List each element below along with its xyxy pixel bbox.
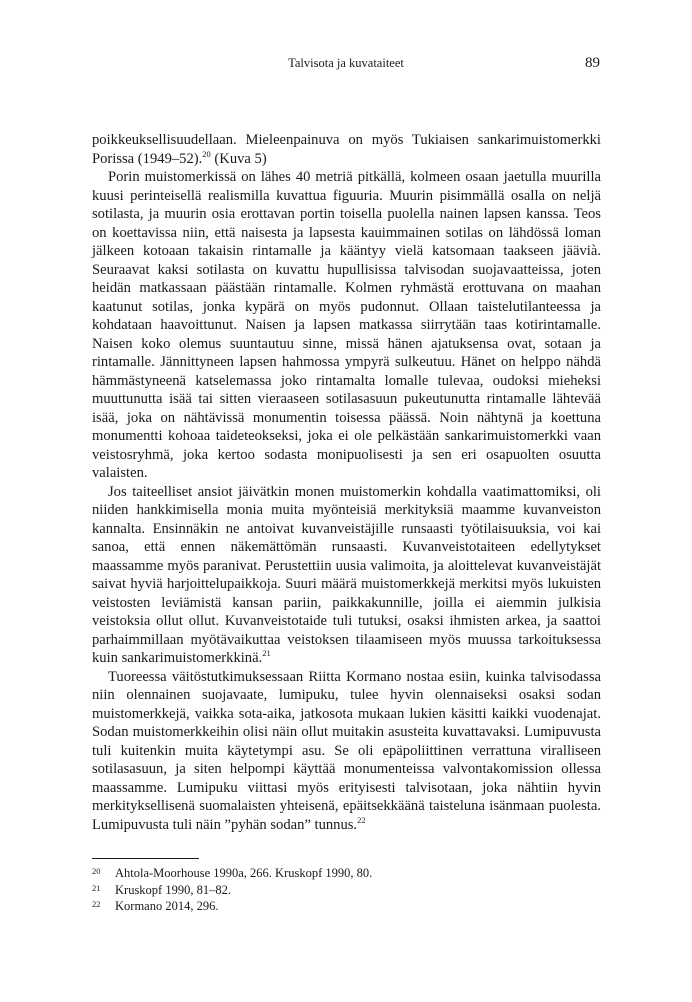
footnotes bbox=[92, 865, 601, 915]
paragraph-tail: (Kuva 5) bbox=[210, 150, 267, 167]
footnote-text: Kruskopf 1990, 81–82. bbox=[115, 882, 231, 897]
footnote-ref[interactable]: 21 bbox=[262, 648, 271, 658]
paragraph-text: Porin muistomerkissä on lähes 40 metriä pitkällä, kolmeen osaan jaetulla muurilla kuusi perinteisellä realismilla kuvattua figuuria. Muurin pisimmällä osalla on neljä sotilasta, ja muurin osia erottavan portin toisella puolella nainen lapsen kanssa. Teos on koettavissa niin, että naisesta ja lapsesta kauimmainen sotilas on lähdössä loman jälkeen kotoaan takaisin rintamalle ja kääntyy vielä katsomaan taakseen jäävià. Seuraavat kaksi sotilasta on kuvattu hupullisissa talvisodan suojavaatteissa, joten heidän matkassaan päästään rintamalle. Kolmen ryhmästä erottuvana on maahan kaatunut sotilas, jonka kypärä on myös pudonnut. Ollaan taistelutilanteessa ja kohdataan haavoittunut. Naisen ja lapsen matkassa siirrytään taas kotirintamalle. Naisen koko olemus suuntautuu sinne, missä hänen ajatuksensa ovat, sotaan ja rintamalle. Jännittyneen lapsen hahmossa ympyrä sulkeutuu. Hänet on helppo nähdä hämmästyneenä katselemassa joko rintamalta lomalle tulevaa, oudoksi mieheksi muuttunutta isää tai sitten vieraaseen sotilasasuun pukeutunutta rintamalle lähtevää isää, joka on nähtävissä monumentin toisessa päässä. Noin nähtynä ja koettuna monumentti kohoaa taideteokseksi, joka ei ole pelkästään sankarimuistomerkki vaan veistosryhmä, joka kertoo sodasta monipuolisesti ja sen eri osapuolten osuutta valaisten. bbox=[92, 169, 601, 481]
footnote bbox=[92, 865, 601, 882]
footnote-number: 22 bbox=[92, 899, 101, 909]
footnote-ref[interactable]: 20 bbox=[202, 148, 211, 159]
footnote-divider bbox=[92, 858, 199, 859]
footnote-text: Ahtola-Moorhouse 1990a, 266. Kruskopf 1990, 80. bbox=[115, 866, 373, 880]
footnote bbox=[92, 882, 601, 899]
footnote-number: 21 bbox=[92, 882, 101, 893]
footnote-ref[interactable]: 22 bbox=[357, 814, 366, 825]
paragraph-text: Jos taiteelliset ansiot jäivätkin monen muistomerkin kohdalla vaatimattomiksi, oli niiden hankkimisella monia muita myönteisiä merkityksiä maamme kuvanveiston kannalta. Ensinnäkin ne antoivat kuvanveistäjille runsaasti työtilaisuuksia, voi kai sanoa, että ennen näkemättömän runsaasti. Kuvanveistotaiteen edellytykset maassamme myös paranivat. Perustettiin uusia valimoita, ja aloittelevat kuvanveistäjät saivat hyviä harjoittelupaikkoja. Suuri määrä muistomerkkejä merkitsi myös lukuisten veistosten leviämistä kansan pariin, paikkakunnille, joilla ei aiemmin julkisia veistoksia ollut ollut. Kuvanveistotaide tuli tutuksi, osaksi ihmisten arkea, ja saattoi parhaimmillaan myötävaikuttaa veistoksen tilaamiseen myös muussa tarkoituksessa kuin sankarimuistomerkkinä. bbox=[92, 483, 601, 666]
paragraph bbox=[92, 168, 601, 483]
running-header bbox=[92, 55, 600, 73]
footnote-number: 20 bbox=[92, 866, 101, 876]
paragraph bbox=[92, 483, 601, 668]
paragraph-text: Tuoreessa väitöstutkimuksessaan Riitta Kormano nostaa esiin, kuinka talvisodassa niin olennainen suojavaate, lumipuku, tulee hyvin olennaiseksi osaksi sodan muistomerkkejä, vaikka sota-aika, jatkosota mukaan lukien käsitti kaikki vuodenajat. Sodan muistomerkkeihin olisi näin ollut muitakin asusteita kuvattavaksi. Lumipuvusta tuli kuitenkin muita käytetympi asu. Se oli epäpoliittinen verrattuna viralliseen sotilasasuun, ja siten helpompi käyttää monumenteissa valvontakomission ollessa maassamme. Lumipuku viittasi myös erityisesti talvisotaan, joka nähtiin hyvin merkityksellisenä suomalaisten yhteisenä, epäitsekkäänä taisteluna isänmaan puolesta. Lumipuvusta tuli näin ”pyhän sodan” tunnus. bbox=[92, 668, 601, 833]
running-title: Talvisota ja kuvataiteet bbox=[288, 56, 404, 70]
paragraph bbox=[92, 668, 601, 835]
footnote-text: Kormano 2014, 296. bbox=[115, 899, 219, 913]
footnote bbox=[92, 898, 601, 915]
body-text bbox=[92, 131, 601, 834]
paragraph-text: poikkeuksellisuudellaan. Mieleenpainuva on myös Tukiaisen sankarimuistomerkki Porissa (1949–52). bbox=[92, 132, 601, 167]
page-number: 89 bbox=[585, 55, 600, 71]
paragraph bbox=[92, 131, 601, 168]
